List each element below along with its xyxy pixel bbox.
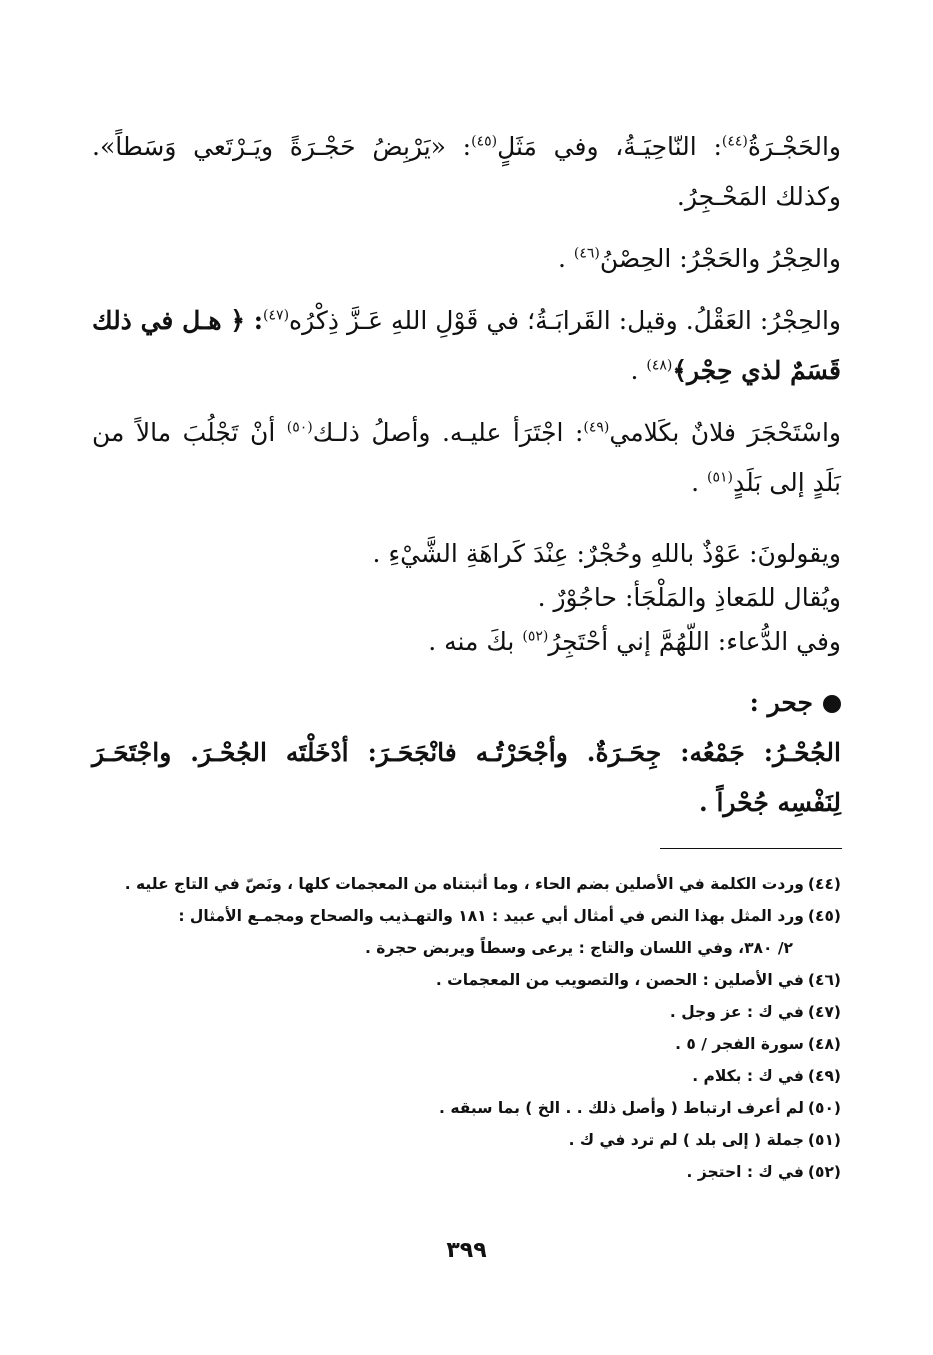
phrase-line: ويُقال للمَعاذِ والمَلْجَأ: حاجُوْرٌ . [537,583,841,612]
footnote-item [92,1156,841,1188]
footnotes [92,868,841,1188]
footnote-number: (٤٤) [807,875,841,893]
entry-heading [92,678,841,728]
footnote-number: (٤٩) [807,1067,841,1085]
footnote-number: (٤٧) [807,1003,841,1021]
main-text [92,122,841,828]
footnote-item [92,900,841,932]
text: . [557,244,574,273]
paragraph-hisn [92,234,841,284]
footnote-ref: (٥٠) [286,419,313,436]
text: والحِجْرُ: العَقْلُ. وقيل: القَرابَـةُ؛ في قَوْلِ اللهِ عَـزَّ ذِكْرُه [289,306,841,335]
footnote-number: (٤٥) [807,907,841,925]
footnote-item [92,1124,841,1156]
footnote-number: (٥٢) [807,1163,841,1181]
footnote-ref: (٤٦) [573,245,600,262]
footnote-text: ورد المثل بهذا النص في أمثال أبي عبيد : ١٨١ والتهـذيب والصحاح ومجمـع الأمثال : [178,907,804,925]
footnote-text: لم أعرف ارتباط ( وأصل ذلك . . الخ ) بما سبقه . [439,1099,804,1117]
footnote-text: جملة ( إلى بلد ) لم ترد في ك . [568,1131,804,1149]
footnote-number: (٤٨) [807,1035,841,1053]
footnote-ref: (٤٩) [583,419,610,436]
footnote-item [92,964,841,996]
footnote-text: في الأصلين : الحصن ، والتصويب من المعجمات . [435,971,804,989]
footnote-text: في ك : بكلام . [692,1067,804,1085]
footnote-item [92,1092,841,1124]
text: واسْتَحْجَرَ فلانٌ بكَلامي [609,418,841,447]
quran-quote: : ﴿ هـل في ذلك قَسَمٌ لذي حِجْر﴾ [92,306,841,385]
text: بكَ منه . [428,627,523,656]
text: والحَجْـرَةُ [747,132,841,161]
footnote-ref: (٥١) [707,469,733,486]
footnote-text: ٢/ ٣٨٠، وفي اللسان والتاج : يرعى وسطاً ويربض حجرة . [364,939,793,957]
footnote-item [92,1028,841,1060]
text: : النّاحِيَـةُ، وفي مَثَلٍ [497,132,722,161]
text: : «يَرْبِضُ حَجْـرَةً ويَـرْتَعي وَسَطاً». وكذلك المَحْـجِرُ. [92,132,841,211]
footnote-item [92,996,841,1028]
phrase-line: ويقولونَ: عَوْذٌ باللهِ وحُجْرٌ: عِنْدَ كَراهَةِ الشَّيْءِ . [372,539,841,568]
page-number: ٣٩٩ [446,1238,487,1263]
footnote-text: وردت الكلمة في الأصلين بضم الحاء ، وما أثبتناه من المعجمات كلها ، ونَصّ في التاج عليه . [124,875,804,893]
text: والحِجْرُ والحَجْرُ: الحِصْنُ [599,244,841,273]
footnote-item [92,1060,841,1092]
footnote-ref: (٤٤) [721,133,748,150]
footnote-text: في ك : احتجز . [686,1163,804,1181]
footnote-text: في ك : عز وجل . [669,1003,804,1021]
footnote-item [92,868,841,900]
footnote-ref: (٤٨) [646,357,673,374]
footnote-divider [660,848,842,849]
text: . [630,356,647,385]
paragraph-istahjara [92,408,841,508]
phrase-line [92,620,841,664]
footnote-number: (٥٠) [807,1099,841,1117]
text: أنْ تَجْلُبَ مالاً من بَلَدٍ إلى بَلَدٍ [92,418,841,497]
footnote-ref: (٤٧) [263,307,290,324]
paragraph-aql [92,296,841,396]
footnote-ref: (٤٥) [471,133,498,150]
text: وفي الدُّعاء: اللّهُمَّ إني أحْتَجِرُ [548,627,841,656]
footnote-number: (٥١) [807,1131,841,1149]
footnote-text: سورة الفجر / ٥ . [675,1035,804,1053]
phrases-block [92,532,841,664]
footnote-item [92,932,841,964]
paragraph-juhr: الجُحْـرُ: جَمْعُه: جِحَـرَةٌ. وأجْحَرْتُـه فانْجَحَـرَ: أدْخَلْتَه الجُحْـرَ. واجْتَحَـرَ لِنَفْسِه جُحْراً . [92,738,841,817]
text: . [691,468,707,497]
heading-text: جحر : [749,688,813,717]
bullet-icon [823,695,841,713]
paragraph-hajra [92,122,841,222]
footnote-number: (٤٦) [807,971,841,989]
text: : اجْتَرَأ عليـه. وأصلُ ذلـك [312,418,584,447]
footnote-ref: (٥٢) [522,628,549,645]
